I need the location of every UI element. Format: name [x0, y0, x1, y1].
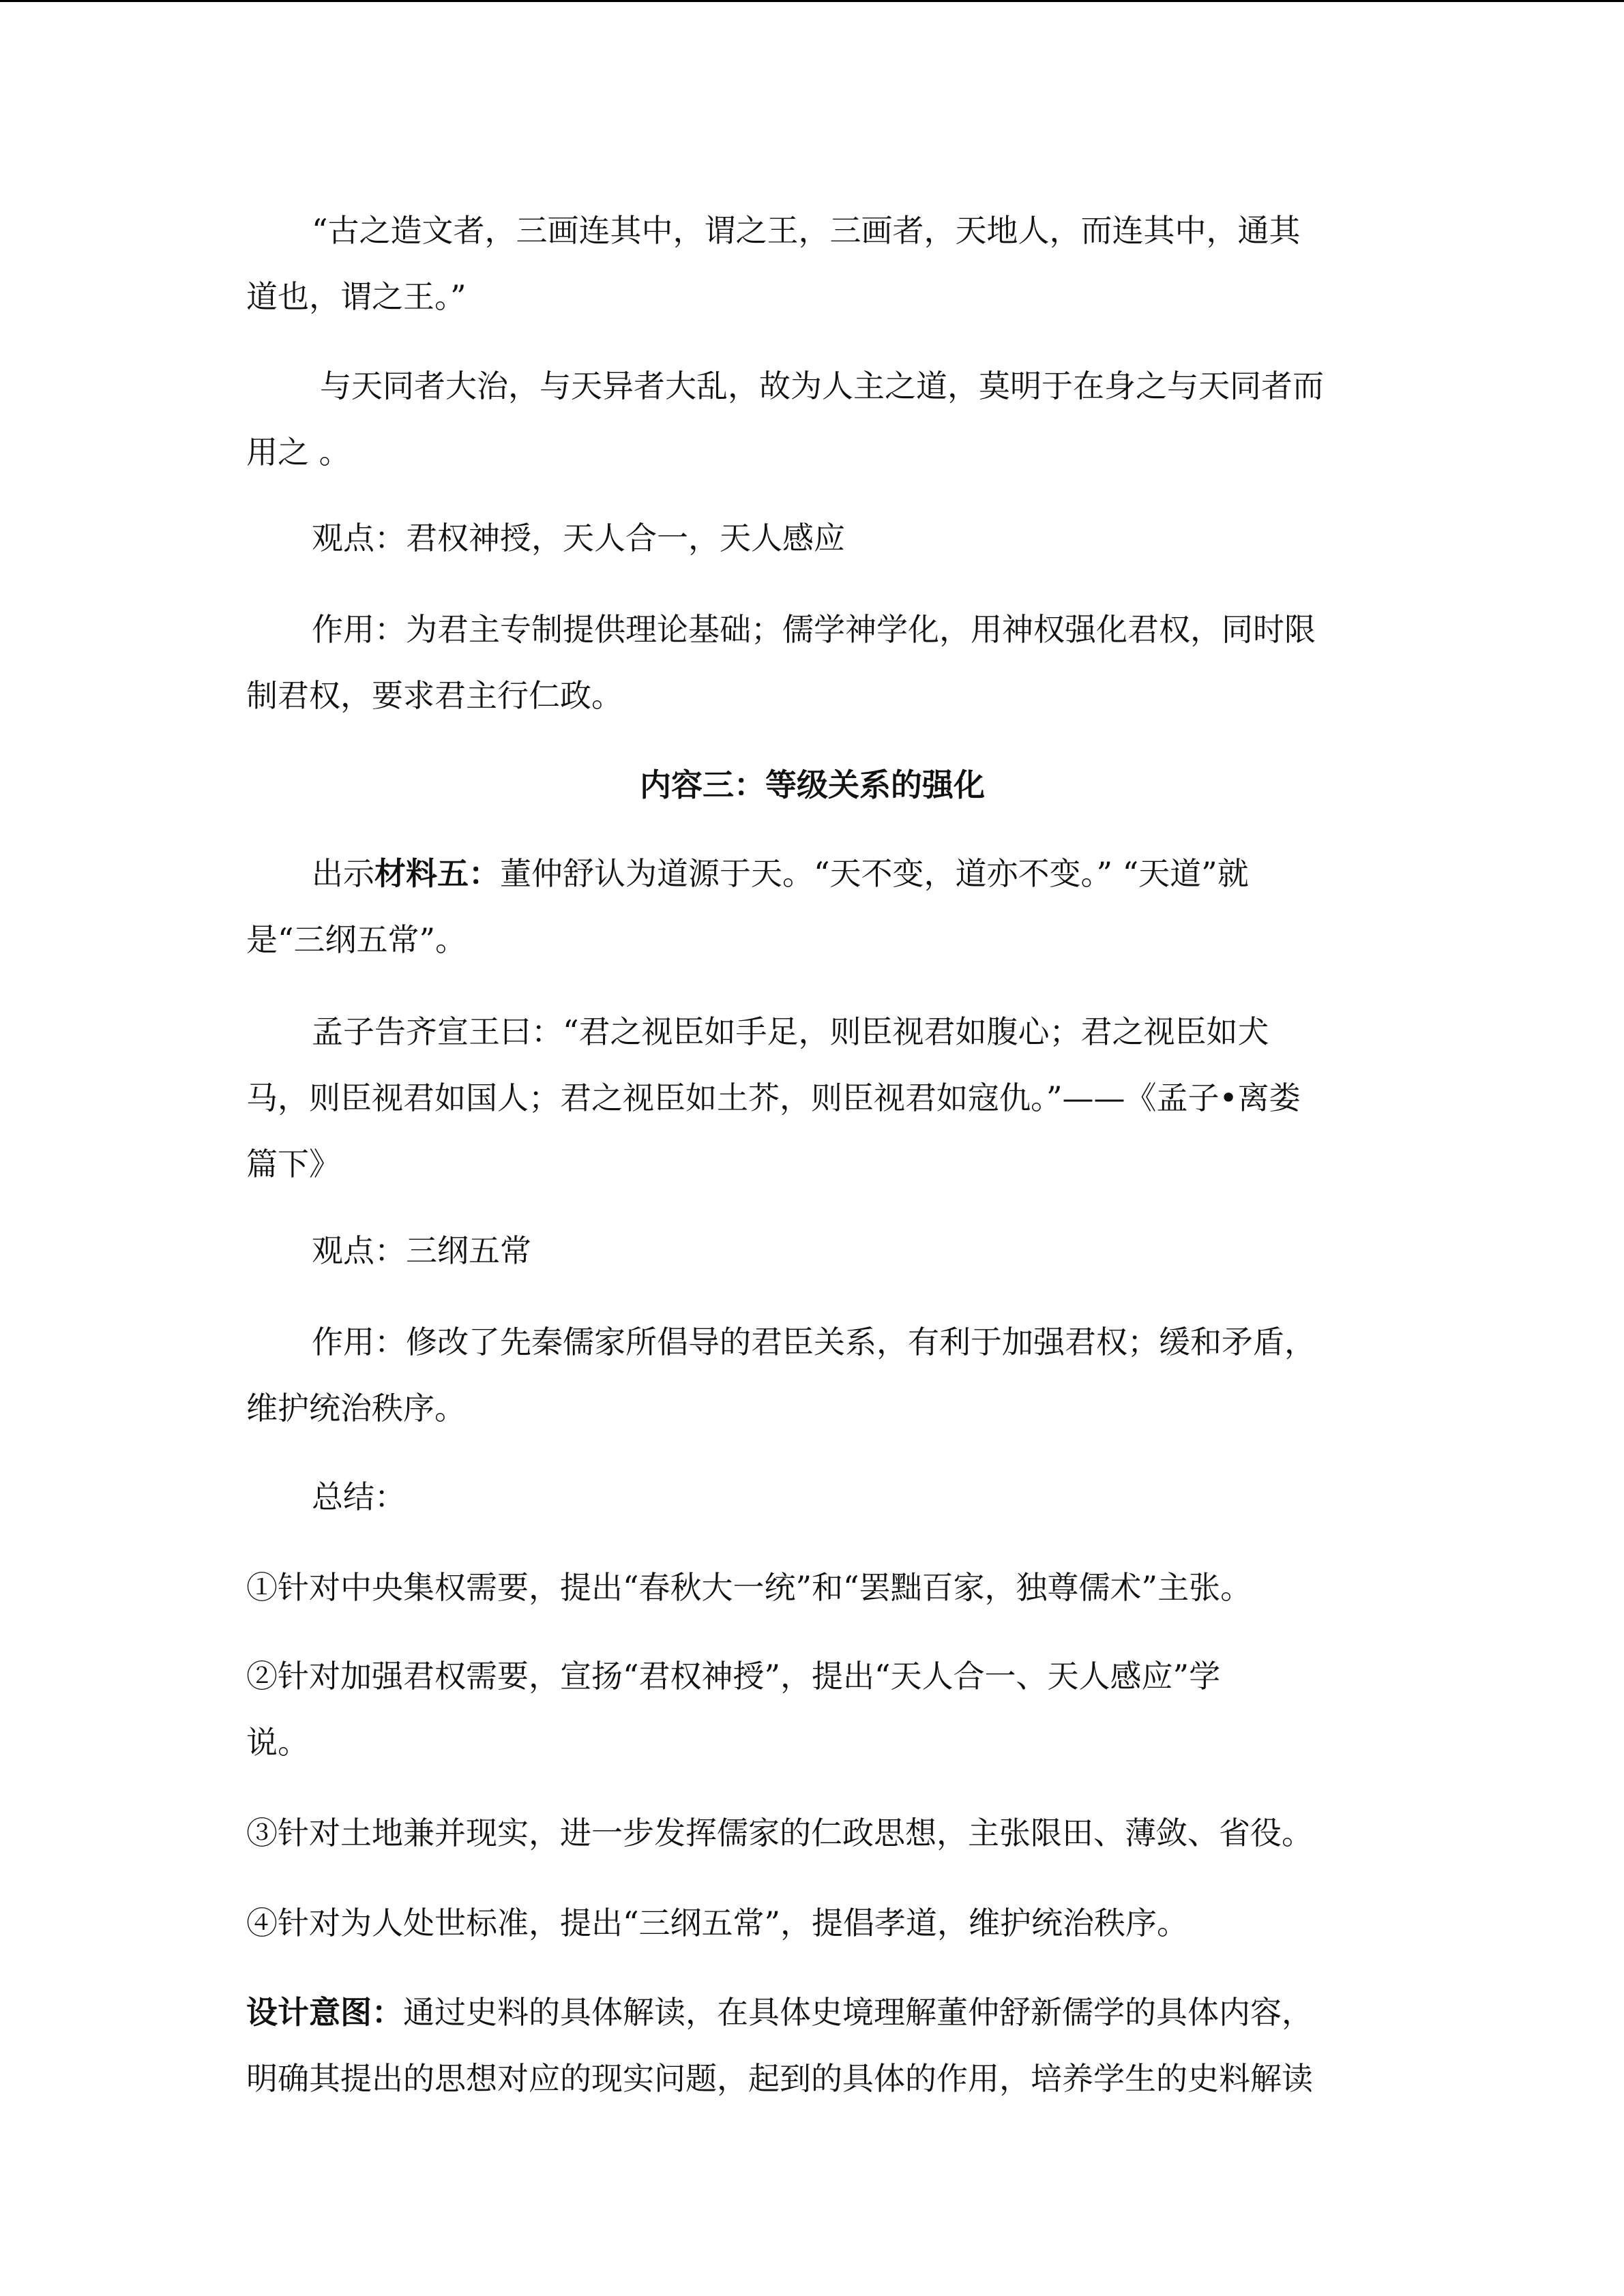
material5-line2: 是“三纲五常”。: [246, 921, 467, 958]
summary-item-4: ④针对为人处世标准，提出“三纲五常”，提倡孝道，维护统治秩序。: [246, 1905, 1189, 1941]
summary-item-2-line1: ②针对加强君权需要，宣扬“君权神授”，提出“天人合一、天人感应”学: [246, 1658, 1221, 1695]
effect-2-line2: 制君权，要求君主行仁政。: [246, 677, 623, 714]
quote-heaven-line1: 与天同者大治，与天异者大乱，故为人主之道，莫明于在身之与天同者而: [320, 368, 1324, 404]
mencius-line1: 孟子告齐宣王曰：“君之视臣如手足，则臣视君如腹心；君之视臣如犬: [312, 1013, 1269, 1050]
summary-item: [246, 1643, 1378, 1776]
quote-heaven-line2: 用之 。: [246, 434, 351, 471]
summary-label: 总结：: [312, 1478, 406, 1515]
top-border-line: [0, 0, 1624, 2]
quote-wang-line1: “古之造文者，三画连其中，谓之王，三画者，天地人，而连其中，通其: [312, 212, 1301, 249]
effect-3-line1: 作用：修改了先秦儒家所倡导的君臣关系，有利于加强君权；缓和矛盾，: [312, 1324, 1316, 1360]
design-intent-label: 设计意图：: [246, 1994, 403, 2031]
material5-text1: 董仲舒认为道源于天。“天不变，道亦不变。” “天道”就: [500, 855, 1249, 892]
summary-item-1: ①针对中央集权需要，提出“春秋大一统”和“罢黜百家，独尊儒术”主张。: [246, 1569, 1252, 1606]
mencius-paragraph: [246, 999, 1378, 1197]
viewpoint-2-text: 观点：君权神授，天人合一，天人感应: [312, 520, 845, 556]
design-intent-paragraph: [246, 1980, 1378, 2112]
quote-heaven-paragraph: [246, 353, 1378, 486]
summary-item-2-line2: 说。: [246, 1724, 309, 1761]
design-intent-line2: 明确其提出的思想对应的现实问题，起到的具体的作用，培养学生的史料解读: [246, 2060, 1313, 2097]
summary-item: [246, 1555, 1378, 1621]
material5-prefix: 出示: [312, 855, 374, 892]
summary-label-paragraph: [246, 1464, 1378, 1530]
effect-3-paragraph: [246, 1309, 1378, 1442]
section-heading-3: 内容三：等级关系的强化: [640, 766, 985, 803]
material5-label: 材料五：: [374, 855, 500, 892]
mencius-line2: 马，则臣视君如国人；君之视臣如土芥，则臣视君如寇仇。”——《孟子•离娄: [246, 1079, 1301, 1116]
effect-3-line2: 维护统治秩序。: [246, 1390, 466, 1427]
viewpoint-3-text: 观点：三纲五常: [312, 1232, 531, 1269]
effect-2-line1: 作用：为君主专制提供理论基础；儒学神学化，用神权强化君权，同时限: [312, 611, 1316, 648]
summary-item-3: ③针对土地兼并现实，进一步发挥儒家的仁政思想，主张限田、薄敛、省役。: [246, 1815, 1313, 1851]
design-intent-text1: 通过史料的具体解读，在具体史境理解董仲舒新儒学的具体内容，: [403, 1994, 1313, 2031]
summary-item: [246, 1890, 1378, 1956]
mencius-line3: 篇下》: [246, 1146, 340, 1182]
viewpoint-2-paragraph: [246, 505, 1378, 571]
quote-wang-paragraph: [246, 198, 1378, 330]
material5-paragraph: [246, 841, 1378, 973]
viewpoint-3-paragraph: [246, 1218, 1378, 1284]
summary-item: [246, 1800, 1378, 1866]
quote-wang-line2: 道也，谓之王。”: [246, 278, 467, 315]
effect-2-paragraph: [246, 597, 1378, 729]
